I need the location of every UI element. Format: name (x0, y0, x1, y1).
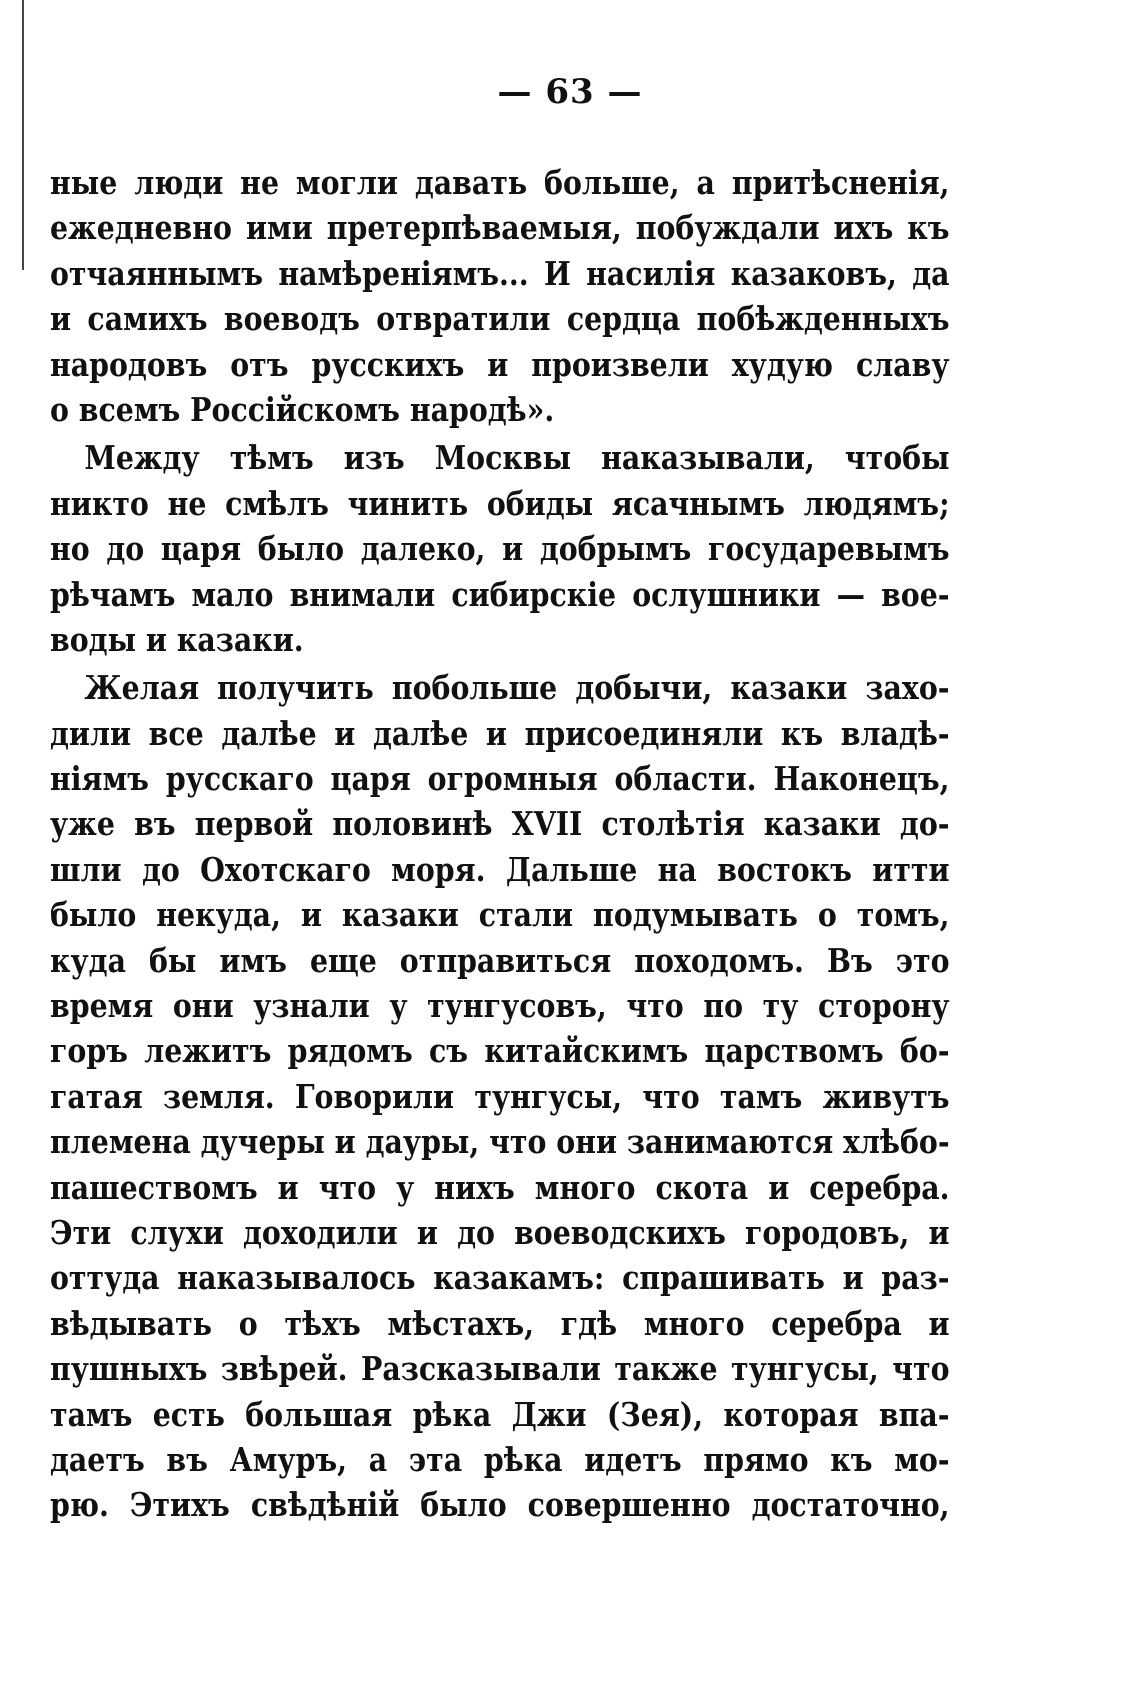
text-line: племена дучеры и дауры, что они занимаются хлѣбо- (50, 1122, 950, 1162)
text-line: ежедневно ими претерпѣваемыя, побуждали ихъ къ (50, 208, 950, 248)
text-line: уже въ первой половинѣ XVII столѣтія казаки до- (50, 804, 950, 844)
text-line: ніямъ русскаго царя огромныя области. Наконецъ, (50, 759, 950, 799)
page-edge-rule (22, 0, 24, 270)
text-line: рю. Этихъ свѣдѣній было совершенно достаточно, (50, 1485, 950, 1525)
text-line: дили все далѣе и далѣе и присоединяли къ владѣ- (50, 713, 950, 753)
text-line: рѣчамъ мало внимали сибирскіе ослушники — вое- (50, 574, 950, 614)
page-number: — 63 — (497, 72, 643, 112)
text-line: Желая получить побольше добычи, казаки захо- (84, 668, 950, 708)
text-line: горъ лежитъ рядомъ съ китайскимъ царствомъ бо- (50, 1031, 950, 1071)
text-line: народовъ отъ русскихъ и произвели худую славу (50, 344, 950, 384)
text-line: куда бы имъ еще отправиться походомъ. Въ это (50, 940, 950, 980)
paragraph-2 (50, 435, 950, 662)
text-line: даетъ въ Амуръ, а эта рѣка идетъ прямо къ мо- (50, 1439, 950, 1479)
text-line: шли до Охотскаго моря. Дальше на востокъ итти (50, 849, 950, 889)
text-line: Эти слухи доходили и до воеводскихъ городовъ, и (50, 1212, 950, 1252)
text-line: пушныхъ звѣрей. Разсказывали также тунгусы, что (50, 1349, 950, 1389)
text-line: пашествомъ и что у нихъ много скота и серебра. (50, 1167, 950, 1207)
text-line: отчаяннымъ намѣреніямъ... И насилія казаковъ, да (50, 253, 950, 293)
text-line: ные люди не могли давать больше, а притѣсненія, (50, 163, 950, 202)
text-line: о всемъ Россійскомъ народѣ». (50, 389, 555, 429)
text-line: гатая земля. Говорили тунгусы, что тамъ живутъ (50, 1076, 950, 1116)
text-line: время они узнали у тунгусовъ, что по ту сторону (50, 986, 950, 1026)
paragraph-1 (50, 160, 950, 432)
paragraph-3 (50, 665, 950, 1527)
text-line: и самихъ воеводъ отвратили сердца побѣжденныхъ (50, 299, 950, 339)
text-line: Между тѣмъ изъ Москвы наказывали, чтобы (84, 438, 950, 478)
text-line: было некуда, и казаки стали подумывать о томъ, (50, 895, 950, 935)
body-text (50, 160, 950, 1528)
text-line: тамъ есть большая рѣка Джи (Зея), которая впа- (50, 1394, 950, 1434)
text-line: оттуда наказывалось казакамъ: спрашивать и раз- (50, 1258, 950, 1298)
text-line: воды и казаки. (50, 619, 304, 659)
text-line: вѣдывать о тѣхъ мѣстахъ, гдѣ много серебра и (50, 1303, 950, 1343)
text-line: но до царя было далеко, и добрымъ государевымъ (50, 529, 950, 569)
text-line: никто не смѣлъ чинить обиды ясачнымъ людямъ; (50, 483, 950, 523)
